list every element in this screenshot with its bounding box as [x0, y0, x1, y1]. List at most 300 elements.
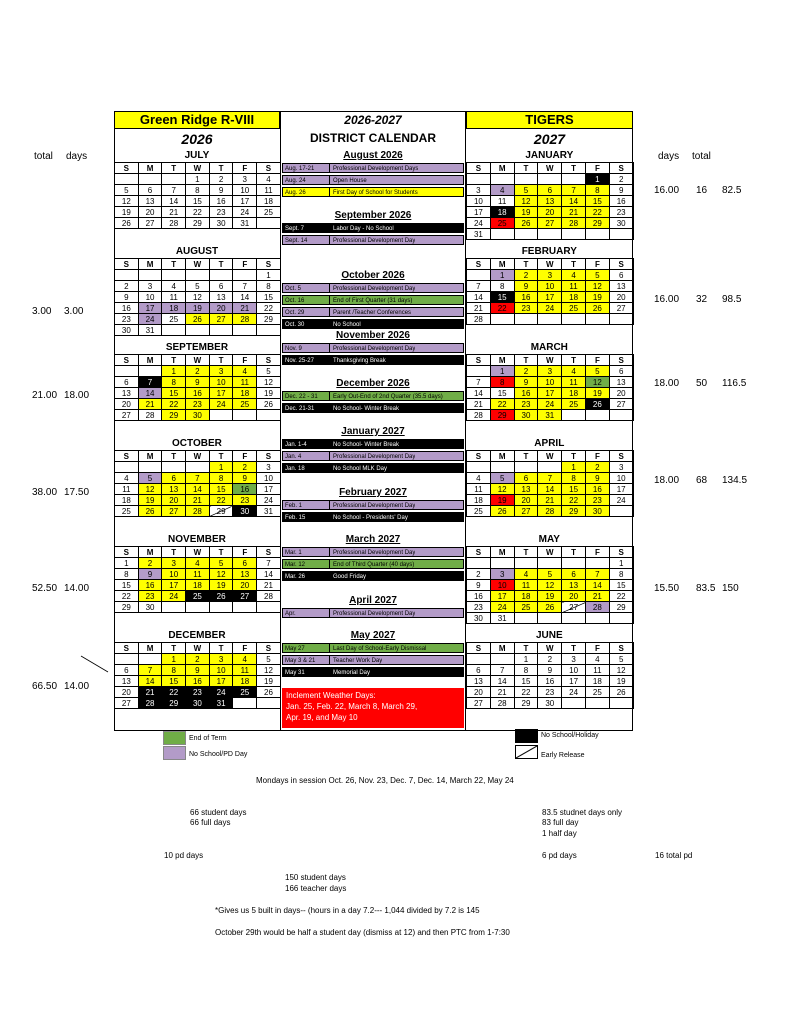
day-cell: 5 — [585, 366, 609, 377]
left-stat-value: 18.00 — [64, 390, 90, 401]
day-cell: 20 — [138, 207, 162, 218]
right-stat-value: 68 — [696, 475, 708, 486]
left-month-title-august: AUGUST — [175, 246, 219, 257]
day-cell: 12 — [585, 377, 609, 388]
total-student-days: 150 student days — [285, 873, 346, 882]
day-cell: 6 — [209, 281, 233, 292]
day-cell: 8 — [209, 473, 233, 484]
day-cell — [115, 462, 139, 473]
day-cell: 18 — [562, 388, 586, 399]
event-divider — [329, 644, 330, 652]
event-text: No School - Presidents' Day — [333, 515, 408, 521]
day-cell: 9 — [233, 473, 257, 484]
day-cell: 15 — [490, 388, 514, 399]
left-stat-value: 38.00 — [32, 487, 58, 498]
day-cell — [514, 462, 538, 473]
day-cell — [209, 270, 233, 281]
weekday-header: S — [609, 547, 633, 558]
day-cell: 3 — [562, 654, 586, 665]
event-row — [282, 343, 464, 353]
event-date: Jan. 1-4 — [285, 442, 307, 448]
day-cell — [162, 325, 186, 336]
day-cell: 12 — [115, 196, 139, 207]
day-cell: 16 — [467, 591, 491, 602]
day-cell: 13 — [609, 281, 633, 292]
weekday-header: T — [562, 451, 586, 462]
day-cell — [538, 174, 562, 185]
day-cell: 31 — [233, 218, 257, 229]
legend-end-of-term: End of Term — [189, 735, 227, 742]
left-month-grid-december — [114, 642, 281, 709]
event-row — [282, 319, 464, 329]
day-cell: 18 — [233, 676, 257, 687]
day-cell: 20 — [609, 388, 633, 399]
day-cell: 18 — [162, 303, 186, 314]
event-divider — [329, 513, 330, 521]
event-text: Teacher Work Day — [333, 658, 383, 664]
day-cell — [138, 174, 162, 185]
day-cell: 13 — [538, 196, 562, 207]
day-cell: 6 — [233, 558, 257, 569]
day-cell: 31 — [490, 613, 514, 624]
day-cell: 4 — [467, 473, 491, 484]
left-stat-value: 3.00 — [64, 306, 84, 317]
day-cell: 3 — [138, 281, 162, 292]
weather-line-2: Jan. 25, Feb. 22, March 8, March 29, — [286, 702, 418, 711]
day-cell — [490, 462, 514, 473]
day-cell: 26 — [186, 314, 210, 325]
day-cell: 13 — [609, 377, 633, 388]
event-date: Aug. 17-21 — [285, 166, 315, 172]
day-cell — [467, 558, 491, 569]
day-cell: 30 — [585, 506, 609, 517]
right-month-grid-february — [466, 258, 634, 325]
right-stat-value: 16.00 — [654, 294, 680, 305]
day-cell: 22 — [115, 591, 139, 602]
day-cell: 20 — [115, 399, 139, 410]
weekday-header: T — [162, 643, 186, 654]
day-cell: 10 — [209, 377, 233, 388]
weekday-header: T — [162, 259, 186, 270]
day-cell: 20 — [514, 495, 538, 506]
weekday-header: T — [162, 163, 186, 174]
day-cell: 14 — [257, 569, 281, 580]
day-cell: 30 — [115, 325, 139, 336]
weekday-header: F — [233, 355, 257, 366]
day-cell: 16 — [585, 484, 609, 495]
day-cell: 19 — [585, 388, 609, 399]
day-cell: 26 — [514, 218, 538, 229]
event-date: Apr. — [285, 611, 296, 617]
day-cell: 29 — [186, 218, 210, 229]
day-cell: 29 — [257, 314, 281, 325]
day-cell — [257, 325, 281, 336]
day-cell: 28 — [162, 218, 186, 229]
event-divider — [329, 668, 330, 676]
day-cell — [562, 174, 586, 185]
day-cell: 8 — [257, 281, 281, 292]
weekday-header: M — [138, 163, 162, 174]
day-cell: 21 — [138, 687, 162, 698]
weekday-header: M — [490, 643, 514, 654]
event-date: Mar. 1 — [285, 550, 302, 556]
day-cell: 22 — [186, 207, 210, 218]
day-cell: 17 — [209, 388, 233, 399]
event-row — [282, 187, 464, 197]
day-cell — [538, 229, 562, 240]
weekday-header: W — [538, 451, 562, 462]
left-stat-value: 66.50 — [32, 681, 58, 692]
event-row — [282, 451, 464, 461]
left-stat-value: 14.00 — [64, 681, 90, 692]
day-cell: 31 — [467, 229, 491, 240]
day-cell: 17 — [609, 484, 633, 495]
october-29-note: October 29th would be half a student day (dismiss at 12) and then PTC from 1-7:30 — [215, 928, 510, 937]
day-cell: 8 — [162, 665, 186, 676]
day-cell: 26 — [257, 399, 281, 410]
day-cell: 28 — [562, 218, 586, 229]
day-cell: 2 — [538, 654, 562, 665]
weekday-header: S — [467, 451, 491, 462]
day-cell: 26 — [490, 506, 514, 517]
weekday-header: T — [209, 451, 233, 462]
event-text: Open House — [333, 178, 367, 184]
day-cell — [233, 410, 257, 421]
day-cell: 2 — [609, 174, 633, 185]
day-cell: 17 — [162, 580, 186, 591]
day-cell: 28 — [138, 698, 162, 709]
day-cell: 11 — [233, 377, 257, 388]
year-left: 2026 — [181, 131, 213, 147]
event-row — [282, 235, 464, 245]
total-teacher-days: 166 teacher days — [285, 884, 347, 893]
day-cell: 23 — [514, 399, 538, 410]
day-cell: 21 — [162, 207, 186, 218]
event-row — [282, 643, 464, 653]
day-cell: 2 — [514, 270, 538, 281]
event-divider — [329, 656, 330, 664]
day-cell: 25 — [490, 218, 514, 229]
day-cell: 7 — [467, 281, 491, 292]
event-row — [282, 463, 464, 473]
day-cell: 1 — [490, 366, 514, 377]
day-cell — [609, 698, 633, 709]
day-cell — [562, 229, 586, 240]
weekday-header: F — [233, 259, 257, 270]
day-cell: 29 — [209, 506, 233, 517]
right-half-day: 1 half day — [542, 829, 577, 838]
day-cell: 10 — [162, 569, 186, 580]
day-cell: 29 — [514, 698, 538, 709]
day-cell — [609, 613, 633, 624]
day-cell: 25 — [514, 602, 538, 613]
left-full-days: 66 full days — [190, 818, 231, 827]
day-cell — [538, 462, 562, 473]
weekday-header: T — [162, 355, 186, 366]
day-cell: 14 — [490, 676, 514, 687]
day-cell: 24 — [467, 218, 491, 229]
weekday-header: W — [186, 451, 210, 462]
left-month-grid-october — [114, 450, 281, 517]
day-cell: 17 — [467, 207, 491, 218]
day-cell: 6 — [514, 473, 538, 484]
day-cell: 2 — [138, 558, 162, 569]
day-cell: 10 — [209, 665, 233, 676]
day-cell: 2 — [233, 462, 257, 473]
weekday-header: S — [257, 451, 281, 462]
day-cell: 1 — [609, 558, 633, 569]
left-month-title-july: JULY — [184, 150, 210, 161]
event-divider — [329, 452, 330, 460]
day-cell — [257, 410, 281, 421]
day-cell — [467, 462, 491, 473]
day-cell: 24 — [257, 495, 281, 506]
day-cell: 16 — [514, 292, 538, 303]
day-cell: 27 — [138, 218, 162, 229]
event-divider — [329, 188, 330, 196]
left-month-title-november: NOVEMBER — [168, 534, 226, 545]
day-cell: 7 — [186, 473, 210, 484]
day-cell: 24 — [490, 602, 514, 613]
event-row — [282, 223, 464, 233]
day-cell: 25 — [467, 506, 491, 517]
day-cell: 20 — [115, 687, 139, 698]
event-text: Early Out-End of 2nd Quarter (35.5 days) — [333, 394, 443, 400]
event-row — [282, 175, 464, 185]
day-cell: 20 — [209, 303, 233, 314]
day-cell: 17 — [562, 676, 586, 687]
event-date: Feb. 15 — [285, 515, 306, 521]
day-cell: 21 — [585, 591, 609, 602]
day-cell: 8 — [115, 569, 139, 580]
day-cell: 22 — [514, 687, 538, 698]
day-cell: 23 — [609, 207, 633, 218]
day-cell — [490, 229, 514, 240]
day-cell: 9 — [514, 377, 538, 388]
day-cell: 12 — [609, 665, 633, 676]
event-date: May 3 & 21 — [285, 658, 316, 664]
day-cell: 25 — [233, 399, 257, 410]
day-cell: 14 — [467, 388, 491, 399]
event-text: Good Friday — [333, 574, 367, 580]
day-cell: 22 — [162, 399, 186, 410]
day-cell: 30 — [186, 698, 210, 709]
day-cell — [138, 270, 162, 281]
day-cell: 25 — [162, 314, 186, 325]
weather-line-3: Apr. 19, and May 10 — [286, 713, 358, 722]
weekday-header: S — [115, 355, 139, 366]
day-cell: 17 — [538, 388, 562, 399]
day-cell: 25 — [115, 506, 139, 517]
day-cell: 27 — [115, 410, 139, 421]
right-student-days: 83.5 studnet days only — [542, 808, 623, 817]
day-cell: 25 — [233, 687, 257, 698]
left-month-grid-november — [114, 546, 281, 613]
day-cell: 15 — [514, 676, 538, 687]
day-cell: 13 — [209, 292, 233, 303]
right-days-label: days — [658, 151, 680, 162]
day-cell: 8 — [514, 665, 538, 676]
weekday-header: S — [115, 451, 139, 462]
left-stat-value: 21.00 — [32, 390, 58, 401]
day-cell: 11 — [562, 377, 586, 388]
weekday-header: T — [562, 259, 586, 270]
day-cell: 9 — [514, 281, 538, 292]
day-cell: 3 — [233, 174, 257, 185]
day-cell: 25 — [585, 687, 609, 698]
day-cell — [562, 613, 586, 624]
weekday-header: W — [186, 643, 210, 654]
weekday-header: S — [467, 643, 491, 654]
weekday-header: S — [609, 355, 633, 366]
day-cell: 4 — [257, 174, 281, 185]
event-text: Memorial Day — [333, 670, 371, 676]
day-cell: 26 — [115, 218, 139, 229]
day-cell: 18 — [115, 495, 139, 506]
event-date: Jan. 18 — [285, 466, 305, 472]
day-cell: 28 — [257, 591, 281, 602]
weekday-header: T — [514, 355, 538, 366]
weekday-header: M — [138, 547, 162, 558]
legend-no-school-holiday: No School/Holiday — [541, 732, 599, 739]
day-cell: 17 — [138, 303, 162, 314]
day-cell: 12 — [490, 484, 514, 495]
day-cell: 18 — [257, 196, 281, 207]
day-cell: 11 — [186, 569, 210, 580]
event-section-title: August 2026 — [343, 150, 403, 161]
day-cell: 3 — [609, 462, 633, 473]
day-cell: 17 — [233, 196, 257, 207]
weekday-header: W — [538, 355, 562, 366]
right-stat-value: 116.5 — [722, 378, 747, 389]
day-cell — [115, 270, 139, 281]
day-cell: 22 — [257, 303, 281, 314]
day-cell: 2 — [585, 462, 609, 473]
event-text: Professional Development Day — [333, 503, 416, 509]
event-text: End of Third Quarter (40 days) — [333, 562, 415, 568]
weekday-header: S — [609, 259, 633, 270]
day-cell — [209, 325, 233, 336]
day-cell: 10 — [233, 185, 257, 196]
day-cell — [562, 698, 586, 709]
day-cell — [138, 654, 162, 665]
diagonal-mark — [80, 655, 110, 675]
right-stat-value: 18.00 — [654, 475, 680, 486]
day-cell: 23 — [138, 591, 162, 602]
pd-days-left: 10 pd days — [164, 851, 204, 860]
day-cell — [514, 613, 538, 624]
day-cell — [562, 558, 586, 569]
weekday-header: S — [115, 643, 139, 654]
day-cell: 5 — [609, 654, 633, 665]
event-date: Aug. 26 — [285, 190, 306, 196]
legend-no-school-pd-swatch — [163, 746, 186, 760]
day-cell: 15 — [115, 580, 139, 591]
day-cell: 9 — [186, 665, 210, 676]
pd-days-total: 16 total pd — [655, 851, 693, 860]
right-stat-value: 150 — [722, 583, 739, 594]
weekday-header: M — [138, 355, 162, 366]
day-cell: 28 — [490, 698, 514, 709]
day-cell — [585, 558, 609, 569]
day-cell: 18 — [233, 388, 257, 399]
day-cell: 7 — [257, 558, 281, 569]
day-cell: 9 — [538, 665, 562, 676]
day-cell: 30 — [514, 410, 538, 421]
day-cell: 27 — [233, 591, 257, 602]
day-cell: 9 — [115, 292, 139, 303]
day-cell: 19 — [514, 207, 538, 218]
weekday-header: W — [538, 643, 562, 654]
day-cell: 27 — [538, 218, 562, 229]
day-cell: 7 — [138, 377, 162, 388]
day-cell: 23 — [115, 314, 139, 325]
day-cell — [138, 462, 162, 473]
day-cell: 31 — [538, 410, 562, 421]
day-cell: 18 — [514, 591, 538, 602]
day-cell: 23 — [538, 687, 562, 698]
day-cell: 24 — [233, 207, 257, 218]
day-cell: 18 — [585, 676, 609, 687]
day-cell: 15 — [490, 292, 514, 303]
event-row — [282, 512, 464, 522]
event-divider — [329, 404, 330, 412]
day-cell: 13 — [514, 484, 538, 495]
weekday-header: W — [186, 355, 210, 366]
right-month-grid-may — [466, 546, 634, 624]
day-cell: 23 — [186, 687, 210, 698]
day-cell: 14 — [233, 292, 257, 303]
day-cell: 27 — [162, 506, 186, 517]
weekday-header: S — [467, 259, 491, 270]
event-row — [282, 307, 464, 317]
event-row — [282, 355, 464, 365]
weekday-header: W — [186, 163, 210, 174]
event-section-title: February 2027 — [339, 487, 407, 498]
weekday-header: T — [514, 451, 538, 462]
weekday-header: T — [209, 259, 233, 270]
day-cell: 1 — [514, 654, 538, 665]
weekday-header: T — [209, 547, 233, 558]
day-cell: 3 — [467, 185, 491, 196]
event-divider — [329, 296, 330, 304]
day-cell: 23 — [209, 207, 233, 218]
day-cell: 12 — [538, 580, 562, 591]
day-cell: 30 — [538, 698, 562, 709]
day-cell: 24 — [138, 314, 162, 325]
day-cell — [209, 410, 233, 421]
day-cell: 21 — [233, 303, 257, 314]
weekday-header: S — [467, 547, 491, 558]
day-cell: 13 — [115, 676, 139, 687]
right-total-label: total — [692, 151, 711, 162]
day-cell: 4 — [562, 270, 586, 281]
left-month-grid-august — [114, 258, 281, 336]
day-cell: 12 — [257, 377, 281, 388]
day-cell: 7 — [138, 665, 162, 676]
day-cell: 17 — [538, 292, 562, 303]
day-cell: 4 — [233, 654, 257, 665]
weekday-header: S — [467, 163, 491, 174]
day-cell: 15 — [585, 196, 609, 207]
day-cell — [186, 270, 210, 281]
left-month-title-september: SEPTEMBER — [165, 342, 229, 353]
day-cell: 11 — [162, 292, 186, 303]
day-cell: 11 — [514, 580, 538, 591]
day-cell: 6 — [115, 377, 139, 388]
event-row — [282, 608, 464, 618]
day-cell: 18 — [562, 292, 586, 303]
